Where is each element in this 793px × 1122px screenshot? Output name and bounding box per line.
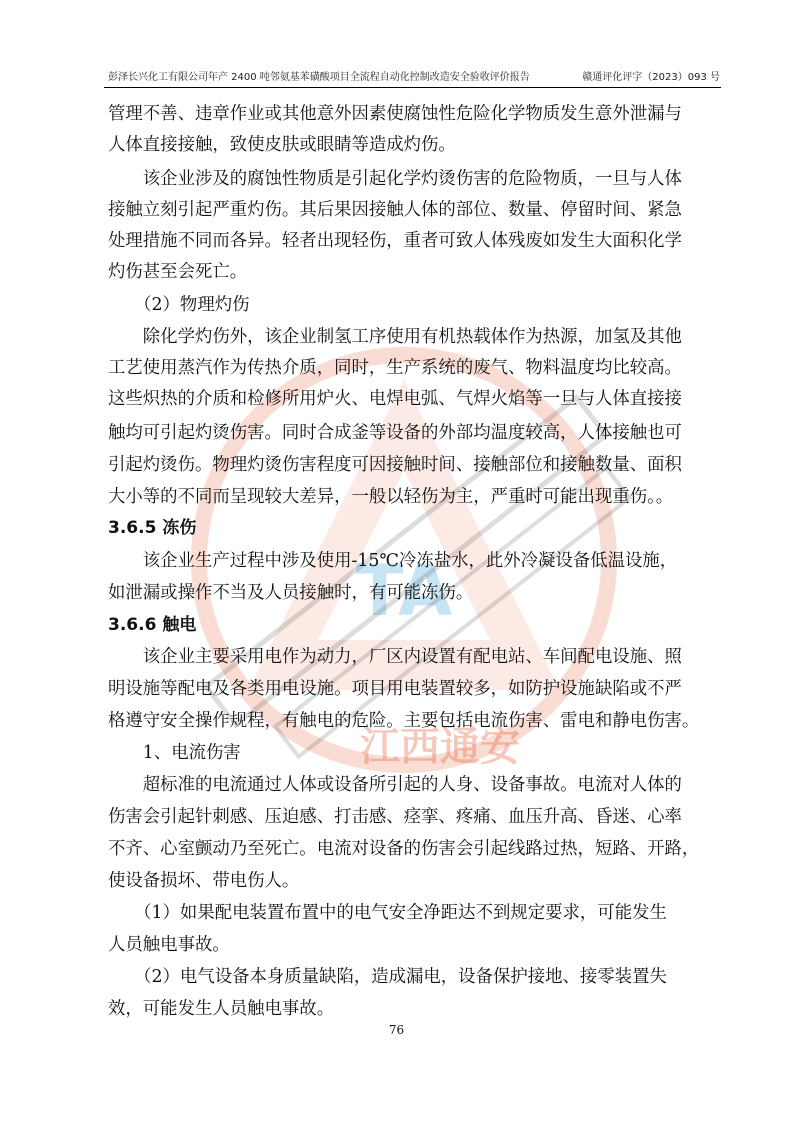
text-line: 超标准的电流通过人体或设备所引起的人身、设备事故。电流对人体的 [108, 775, 682, 795]
text-line: 格遵守安全操作规程，有触电的危险。主要包括电流伤害、雷电和静电伤害。 [108, 711, 700, 731]
text-line: 人员触电事故。 [108, 935, 230, 955]
text-line: 接触立刻引起严重灼伤。其后果因接触人体的部位、数量、停留时间、紧急 [108, 200, 682, 220]
text-line: 使设备损坏、带电伤人。 [108, 871, 300, 891]
watermark-letters: TA [355, 550, 453, 632]
section-heading-electric-shock: 3.6.6 触电 [108, 615, 197, 635]
header-divider [104, 87, 721, 88]
text-line: 人体直接接触，致使皮肤或眼睛等造成灼伤。 [108, 135, 456, 155]
text-line: 伤害会引起针刺感、压迫感、打击感、痉挛、疼痛、血压升高、昏迷、心率 [108, 807, 682, 827]
text-line: 1、电流伤害 [108, 743, 241, 763]
text-line: 大小等的不同而呈现较大差异，一般以轻伤为主，严重时可能出现重伤。。 [108, 487, 674, 507]
text-line: 引起灼烫伤。物理灼烫伤害程度可因接触时间、接触部位和接触数量、面积 [108, 455, 682, 475]
section-heading-frostbite: 3.6.5 冻伤 [108, 518, 197, 538]
text-line: 该企业主要采用电作为动力，厂区内设置有配电站、车间配电设施、照 [108, 647, 682, 667]
text-line: 这些炽热的介质和检修所用炉火、电焊电弧、气焊火焰等一旦与人体直接接 [108, 389, 682, 409]
text-line: 灼伤甚至会死亡。 [108, 262, 248, 282]
text-line: （2）电气设备本身质量缺陷，造成漏电，设备保护接地、接零装置失 [108, 967, 667, 987]
text-line: （2）物理灼伤 [108, 295, 250, 315]
watermark-text: 江西通安 [360, 724, 520, 770]
text-line: 该企业涉及的腐蚀性物质是引起化学灼烫伤害的危险物质，一旦与人体 [108, 169, 682, 189]
page-header [108, 70, 720, 86]
report-title: 彭泽长兴化工有限公司年产 2400 吨邻氨基苯磺酸项目全流程自动化控制改造安全验收评价报告 [108, 72, 530, 83]
text-line: 该企业生产过程中涉及使用-15℃冷冻盐水，此外冷凝设备低温设施， [108, 551, 678, 571]
text-line: （1）如果配电装置布置中的电气安全净距达不到规定要求，可能发生 [108, 903, 667, 923]
text-line: 不齐、心室颤动乃至死亡。电流对设备的伤害会引起线路过热，短路、开路， [108, 839, 700, 859]
text-line: 管理不善、违章作业或其他意外因素使腐蚀性危险化学物质发生意外泄漏与 [108, 104, 682, 124]
text-line: 明设施等配电及各类用电设施。项目用电装置较多，如防护设施缺陷或不严 [108, 679, 682, 699]
text-line: 处理措施不同而各异。轻者出现轻伤，重者可致人体残废如发生大面积化学 [108, 231, 682, 251]
report-number: 赣通评化评字（2023）093 号 [582, 72, 720, 83]
text-line: 效，可能发生人员触电事故。 [108, 999, 335, 1019]
text-line: 工艺使用蒸汽作为传热介质，同时，生产系统的废气、物料温度均比较高。 [108, 358, 682, 378]
text-line: 除化学灼伤外，该企业制氢工序使用有机热载体作为热源，加氢及其他 [108, 327, 682, 347]
page-number: 76 [388, 1023, 405, 1037]
text-line: 触均可引起灼烫伤害。同时合成釜等设备的外部均温度较高，人体接触也可 [108, 423, 682, 443]
text-line: 如泄漏或操作不当及人员接触时，有可能冻伤。 [108, 583, 474, 603]
